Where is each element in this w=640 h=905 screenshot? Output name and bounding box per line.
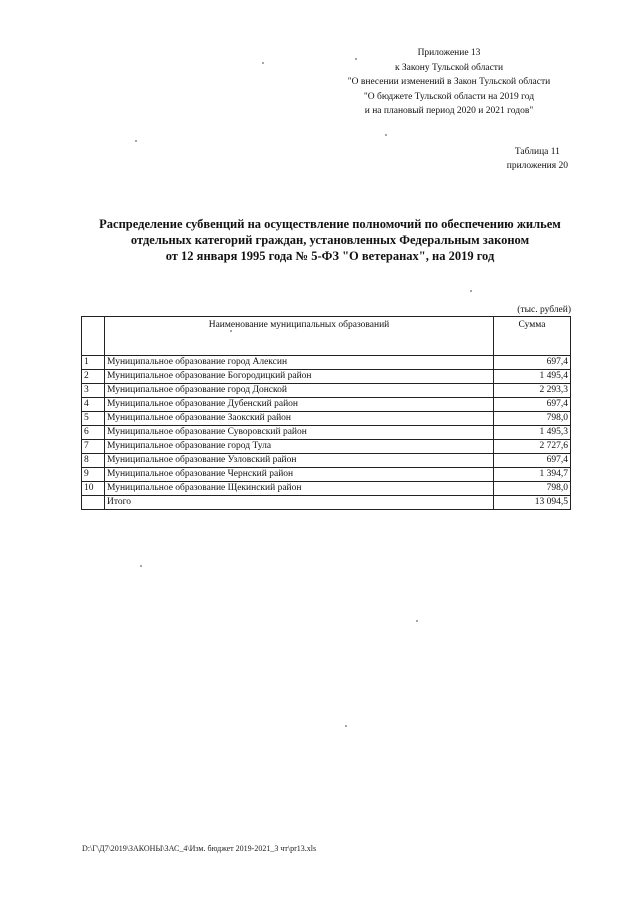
scan-speck	[355, 58, 357, 60]
table-row	[82, 356, 571, 370]
row-sum: 2 293,3	[494, 384, 571, 398]
row-sum: 2 727,6	[494, 440, 571, 454]
total-label: Итого	[105, 496, 494, 510]
table-row	[82, 468, 571, 482]
table-row	[82, 398, 571, 412]
row-sum: 1 495,3	[494, 426, 571, 440]
header-block	[324, 46, 574, 119]
row-name: Муниципальное образование Узловский район	[105, 454, 494, 468]
scan-speck	[140, 565, 142, 567]
total-num-cell	[82, 496, 105, 510]
table-row	[82, 482, 571, 496]
row-name: Муниципальное образование Суворовский район	[105, 426, 494, 440]
scan-speck	[416, 620, 418, 622]
document-title	[80, 216, 580, 264]
row-sum: 1 495,4	[494, 370, 571, 384]
row-sum: 1 394,7	[494, 468, 571, 482]
table-row	[82, 440, 571, 454]
title-line-2: отдельных категорий граждан, установленных Федеральным законом	[130, 233, 530, 247]
row-name: Муниципальное образование город Донской	[105, 384, 494, 398]
row-num: 1	[82, 356, 105, 370]
header-num-cell	[82, 317, 105, 356]
unit-label: (тыс. рублей)	[517, 305, 571, 315]
table-row	[82, 384, 571, 398]
header-sum-cell: Сумма	[494, 317, 571, 356]
total-sum: 13 094,5	[494, 496, 571, 510]
row-sum: 798,0	[494, 482, 571, 496]
table-reference	[507, 145, 568, 173]
header-name-cell: Наименование муниципальных образований	[105, 317, 494, 356]
scan-speck	[262, 62, 264, 64]
table-row	[82, 412, 571, 426]
table-total-row	[82, 496, 571, 510]
row-name: Муниципальное образование Дубенский район	[105, 398, 494, 412]
row-num: 8	[82, 454, 105, 468]
table-row	[82, 454, 571, 468]
subsidy-table	[81, 316, 571, 510]
table-ref-line-2: приложения 20	[506, 161, 568, 171]
header-line-3: "О внесении изменений в Закон Тульской области	[347, 77, 551, 87]
table-header-row	[82, 317, 571, 356]
row-name: Муниципальное образование Чернский район	[105, 468, 494, 482]
row-name: Муниципальное образование Щекинский район	[105, 482, 494, 496]
row-name: Муниципальное образование Богородицкий район	[105, 370, 494, 384]
scan-speck	[135, 140, 137, 142]
row-num: 10	[82, 482, 105, 496]
table-row	[82, 426, 571, 440]
scan-speck	[345, 725, 347, 727]
table-row	[82, 370, 571, 384]
row-num: 9	[82, 468, 105, 482]
scan-speck	[470, 290, 472, 292]
row-sum: 697,4	[494, 454, 571, 468]
title-line-1: Распределение субвенций на осуществление полномочий по обеспечению жильем	[99, 217, 561, 231]
header-line-2: к Закону Тульской области	[394, 62, 504, 73]
row-name: Муниципальное образование Заокский район	[105, 412, 494, 426]
row-num: 5	[82, 412, 105, 426]
row-num: 4	[82, 398, 105, 412]
header-line-1: Приложение 13	[417, 48, 481, 58]
row-num: 2	[82, 370, 105, 384]
row-num: 6	[82, 426, 105, 440]
row-num: 7	[82, 440, 105, 454]
header-line-5: и на плановый период 2020 и 2021 годов"	[364, 106, 534, 116]
row-num: 3	[82, 384, 105, 398]
row-name: Муниципальное образование город Тула	[105, 440, 494, 454]
file-path-footer: D:\Г\Д7\2019\ЗАКОНЫ\ЗАС_4\Изм. бюджет 2019-2021_3 чт\pr13.xls	[82, 844, 317, 853]
row-sum: 697,4	[494, 356, 571, 370]
row-name: Муниципальное образование город Алексин	[105, 356, 494, 370]
header-line-4: "О бюджете Тульской области на 2019 год	[363, 91, 535, 102]
scan-speck	[230, 330, 232, 332]
row-sum: 798,0	[494, 412, 571, 426]
scan-speck	[385, 134, 387, 136]
table-ref-line-1: Таблица 11	[514, 147, 560, 157]
row-sum: 697,4	[494, 398, 571, 412]
title-line-3: от 12 января 1995 года № 5-ФЗ "О ветеранах", на 2019 год	[165, 249, 495, 263]
